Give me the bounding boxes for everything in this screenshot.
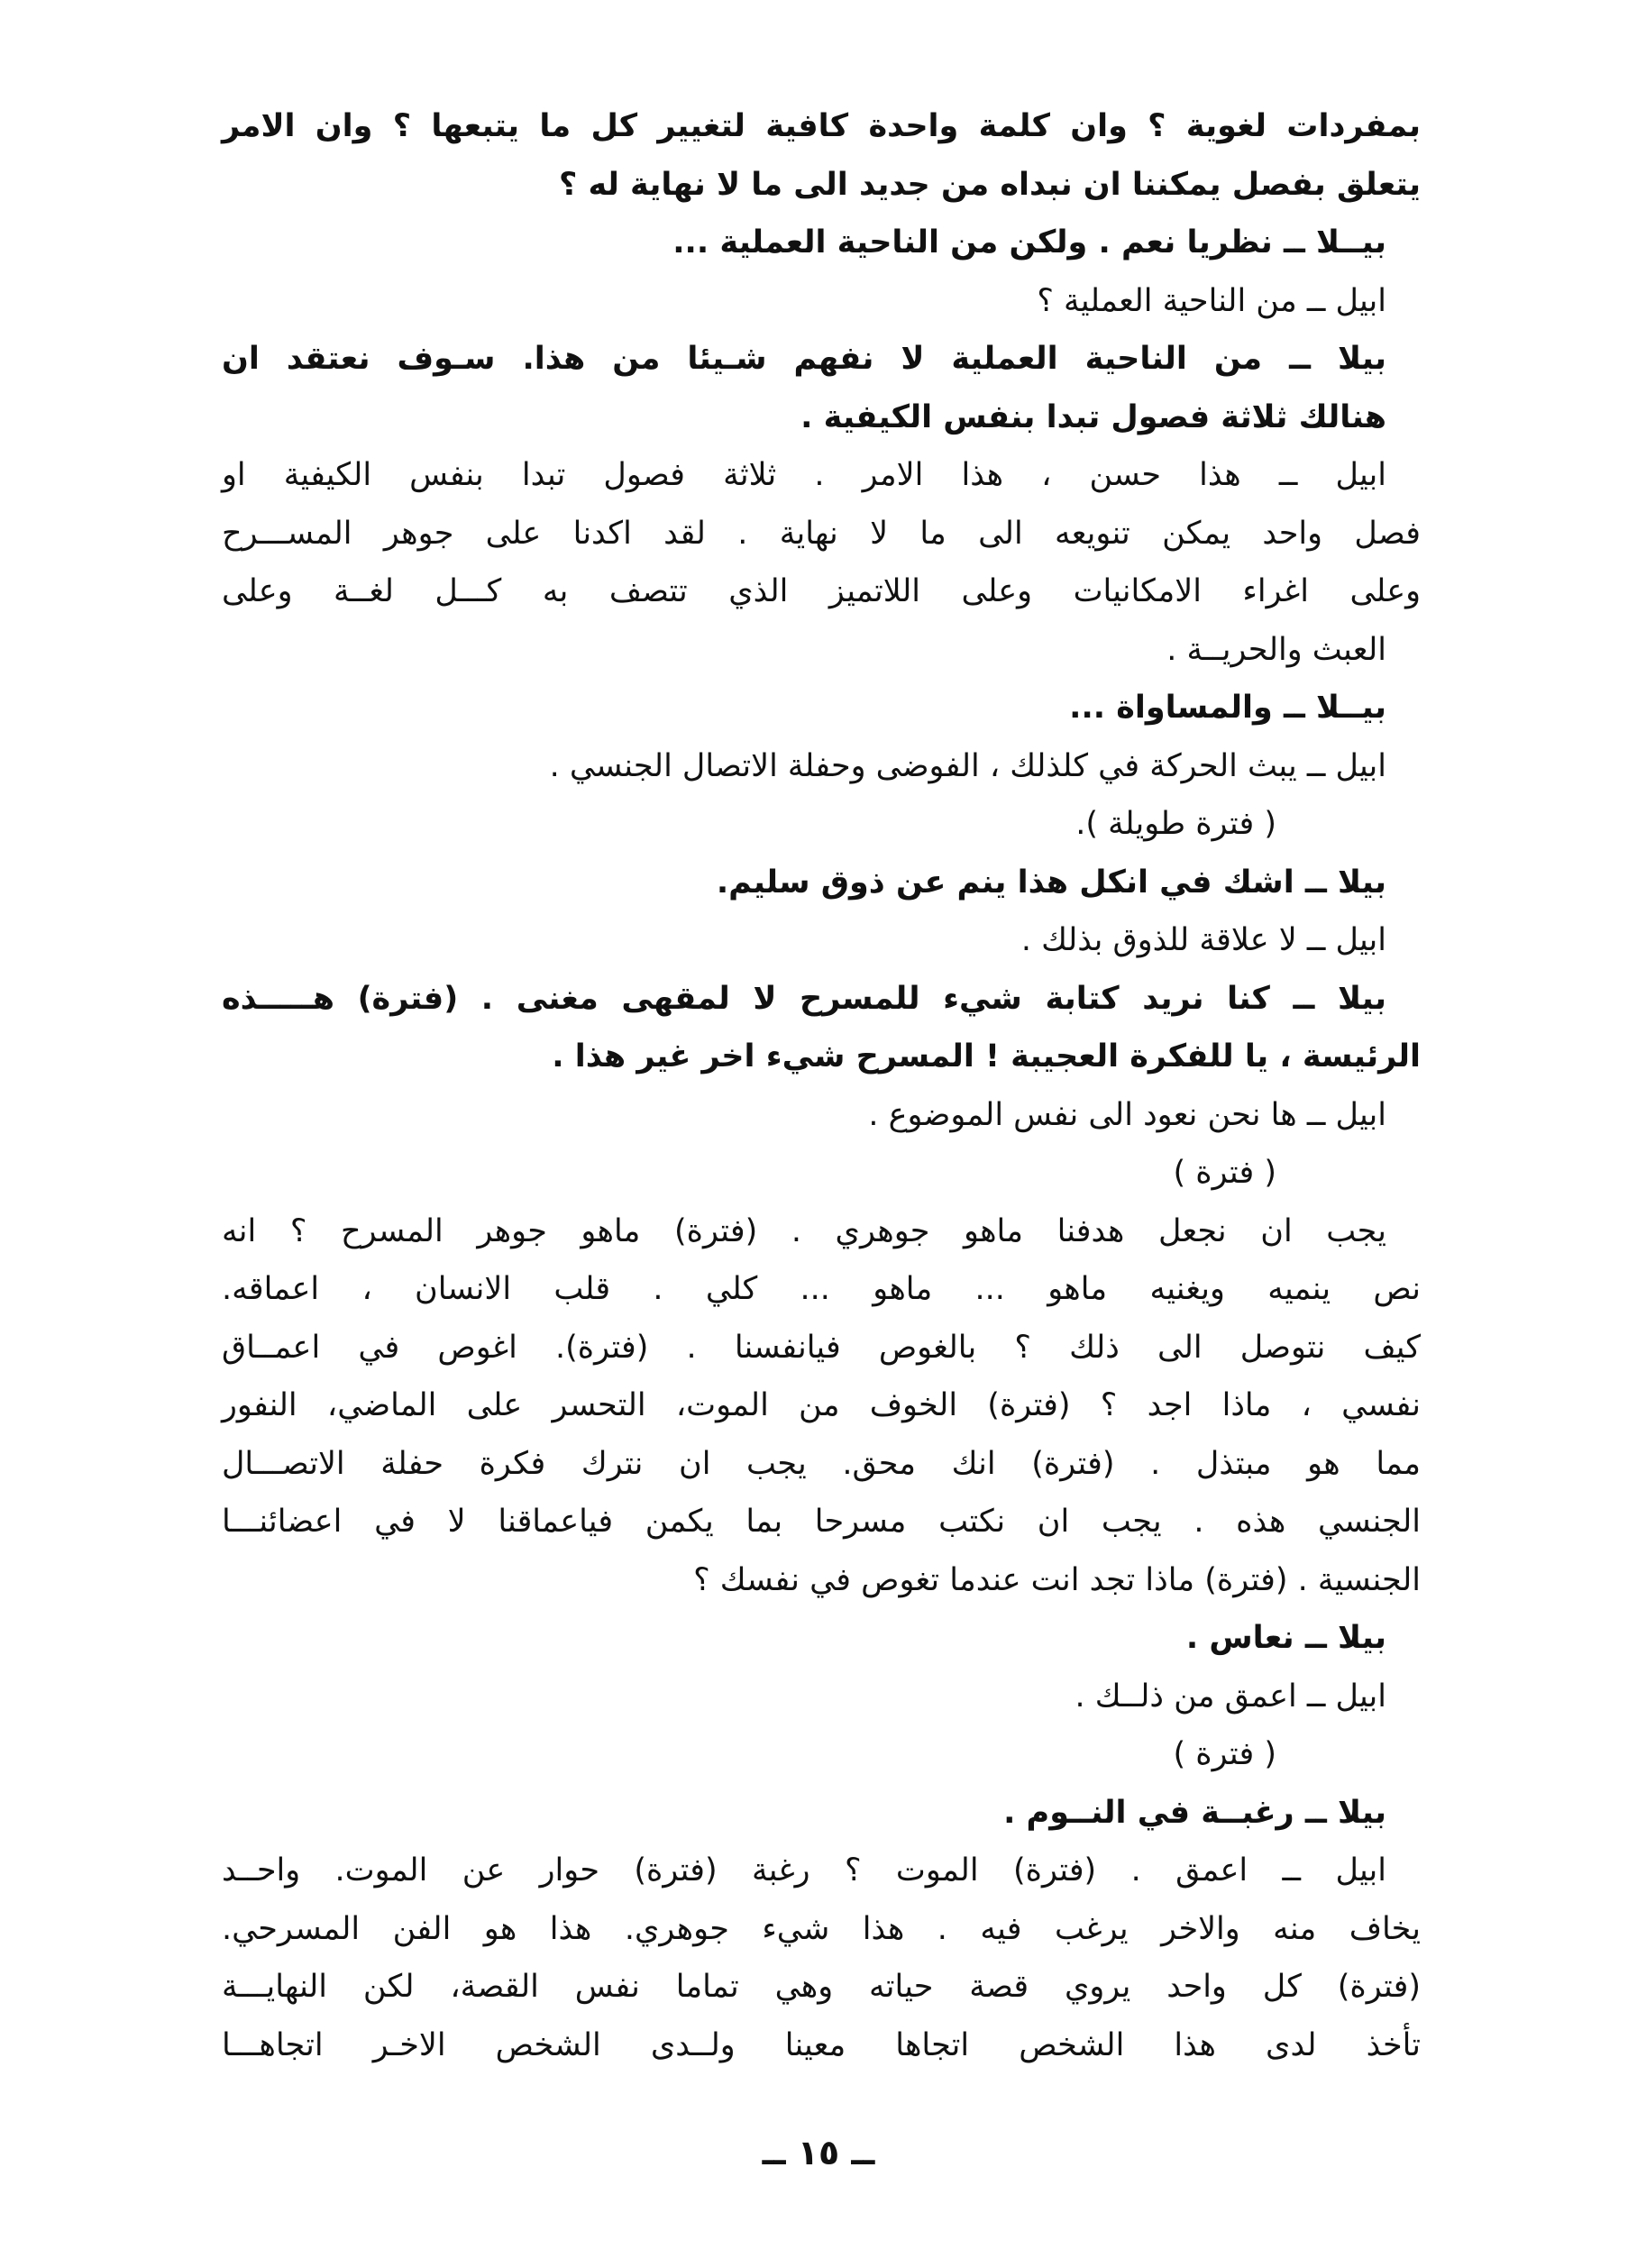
text-line: فصل واحد يمكن تنويعه الى ما لا نهاية . لقد اكدنا على جوهر المســـرح (222, 515, 1421, 552)
text-line: بيــلا ــ نظريا نعم . ولكن من الناحية العملية ... (672, 224, 1386, 261)
text-line: ابيل ــ يبث الحركة في كلذلك ، الفوضى وحفلة الاتصال الجنسي . (549, 747, 1386, 784)
text-line: ابيل ــ هذا حسن ، هذا الامر . ثلاثة فصول تبدا بنفس الكيفية او (222, 457, 1386, 493)
text-line: ابيل ــ اعمق من ذلــك . (1075, 1678, 1386, 1715)
text-line: بيــلا ــ والمساواة ... (1069, 690, 1386, 726)
text-line: مما هو مبتذل . (فترة) انك محق. يجب ان نترك فكرة حفلة الاتصـــال (222, 1445, 1421, 1482)
text-line: نص ينميه ويغنيه ماهو ... ماهو ... كلي . قلب الانسان ، اعماقه. (222, 1271, 1421, 1307)
text-line: بيلا ــ كنا نريد كتابة شيء للمسرح لا لمقهى مغنى . (فترة) هـــــذه (222, 980, 1386, 1017)
text-line: بيلا ــ من الناحية العملية لا نفهم شـيئا من هذا. سـوف نعتقد ان (222, 341, 1386, 377)
text-line: نفسي ، ماذا اجد ؟ (فترة) الخوف من الموت، التحسر على الماضي، النفور (222, 1387, 1421, 1423)
text-line: كيف نتوصل الى ذلك ؟ بالغوص فيانفسنا . (فترة). اغوص في اعمــاق (222, 1329, 1421, 1366)
text-line: يتعلق بفصل يمكننا ان نبداه من جديد الى ما لا نهاية له ؟ (559, 166, 1421, 203)
text-line: ( فترة ) (1173, 1155, 1276, 1191)
text-line: ابيل ــ اعمق . (فترة) الموت ؟ رغبة (فترة) حوار عن الموت. واحــد (222, 1852, 1386, 1888)
text-line: ابيل ــ لا علاقة للذوق بذلك . (1020, 922, 1386, 958)
text-line: وعلى اغراء الامكانيات وعلى اللاتميز الذي تتصف به كـــل لغــة وعلى (222, 573, 1421, 609)
text-line: بمفردات لغوية ؟ وان كلمة واحدة كافية لتغيير كل ما يتبعها ؟ وان الامر (222, 108, 1421, 144)
text-line: الرئيسة ، يا للفكرة العجيبة ! المسرح شيء اخر غير هذا . (552, 1038, 1421, 1075)
body-text (222, 97, 1421, 2074)
text-line: الجنسي هذه . يجب ان نكتب مسرحا بما يكمن فياعماقنا لا في اعضائنـــا (222, 1504, 1421, 1540)
text-line: ابيل ــ من الناحية العملية ؟ (1037, 282, 1386, 319)
text-line: العبث والحريــة . (1166, 631, 1386, 668)
text-line: ( فترة طويلة ). (1075, 806, 1276, 842)
text-line: بيلا ــ نعاس . (1185, 1620, 1386, 1656)
text-line: يجب ان نجعل هدفنا ماهو جوهري . (فترة) ماهو جوهر المسرح ؟ انه (222, 1212, 1386, 1249)
text-line: هنالك ثلاثة فصول تبدا بنفس الكيفية . (800, 398, 1386, 435)
text-line: تأخذ لدى هذا الشخص اتجاها معينا ولــدى الشخص الاخـر اتجاهـــا (222, 2026, 1421, 2063)
text-line: (فترة) كل واحد يروي قصة حياته وهي تماما نفس القصة، لكن النهايـــة (222, 1969, 1421, 2005)
page-number: ــ ١٥ ــ (762, 2133, 875, 2172)
text-line: يخاف منه والاخر يرغب فيه . هذا شيء جوهري. هذا هو الفن المسرحي. (222, 1910, 1421, 1947)
text-line: ابيل ــ ها نحن نعود الى نفس الموضوع . (868, 1096, 1386, 1133)
text-line: ( فترة ) (1173, 1736, 1276, 1772)
text-line: بيلا ــ اشك في انكل هذا ينم عن ذوق سليم. (716, 864, 1386, 901)
text-line: بيلا ــ رغبــة في النــوم . (1003, 1794, 1386, 1831)
text-line: الجنسية . (فترة) ماذا تجد انت عندما تغوص في نفسك ؟ (693, 1561, 1421, 1598)
